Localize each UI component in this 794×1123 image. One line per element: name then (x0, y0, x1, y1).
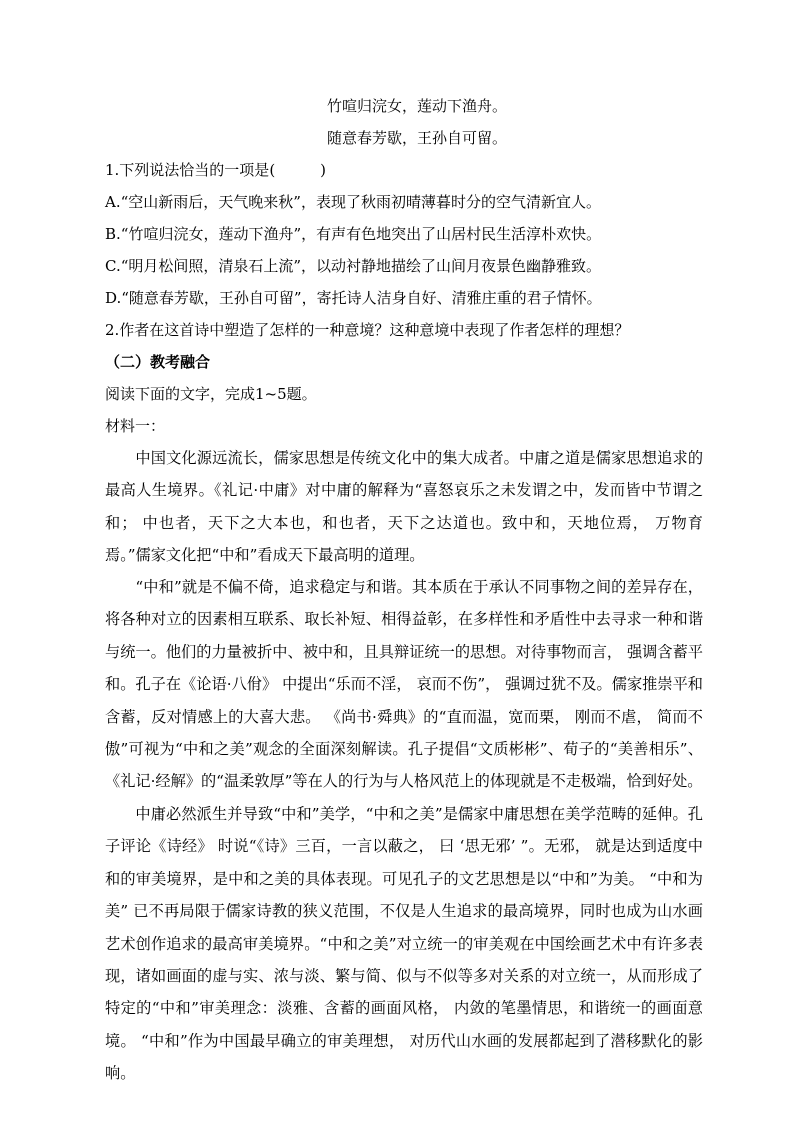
section-heading: （二）教考融合 (105, 353, 211, 371)
material-label: 材料一： (105, 417, 166, 435)
question-2: 2.作者在这首诗中塑造了怎样的一种意境？这种意境中表现了作者怎样的理想？ (105, 321, 630, 339)
section-instruction: 阅读下面的文字，完成1~5题。 (105, 385, 317, 403)
paragraph-2: “中和”就是不偏不倚，追求稳定与和谐。其本质在于承认不同事物之间的差异存在，将各种对立的因素相互联系、取长补短、相得益彰，在多样性和矛盾性中去寻求一种和谐与统一。他们的力量被折中、被中和，且具辩证统一的思想。对待事物而言， 强调含蓄平和。孔子在《论语·八佾》 中提出“乐而不淫， 哀而不伤”， 强调过犹不及。儒家推崇平和含蓄，反对情感上的大喜大悲。 《尚书·舜典》的“直而温，宽而栗， 刚而不虐， 简而不傲”可视为“中和之美”观念的全面深刻解读。孔子提倡“文质彬彬”、荀子的“美善相乐”、 《礼记·经解》的“温柔敦厚”等在人的行为与人格风范上的体现就是不走极端，恰到好处。 (105, 578, 703, 791)
poem-line-1: 竹喧归浣女，莲动下渔舟。 (327, 97, 508, 115)
question-1-option-b: B.“竹喧归浣女，莲动下渔舟”，有声有色地突出了山居村民生活淳朴欢快。 (105, 225, 602, 243)
poem-line-2: 随意春芳歇，王孙自可留。 (327, 129, 508, 147)
question-1-option-c: C.“明月松间照，清泉石上流”，以动衬静地描绘了山间月夜景色幽静雅致。 (105, 257, 602, 275)
question-1-stem: 1.下列说法恰当的一项是( ) (105, 161, 327, 179)
question-1-option-d: D.“随意春芳歇，王孙自可留”，寄托诗人洁身自好、清雅庄重的君子情怀。 (105, 289, 602, 307)
paragraph-3: 中庸必然派生并导致“中和”美学，“中和之美”是儒家中庸思想在美学范畴的延伸。孔子评论《诗经》 时说“《诗》三百，一言以蔽之， 曰 ‘思无邪’ ”。无邪， 就是达到适度中和的审美境界，是中和之美的具体表现。可见孔子的文艺思想是以“中和”为美。 “中和为美” 已不再局限于儒家诗教的狭义范围，不仅是人生追求的最高境界，同时也成为山水画艺术创作追求的最高审美境界。“中和之美”对立统一的审美观在中国绘画艺术中有许多表现，诸如画面的虚与实、浓与淡、繁与简、似与不似等多对关系的对立统一，从而形成了特定的“中和”审美理念：淡雅、含蓄的画面风格， 内敛的笔墨情思，和谐统一的画面意境。 “中和”作为中国最早确立的审美理想， 对历代山水画的发展都起到了潜移默化的影响。 (105, 805, 703, 1083)
question-1-option-a: A.“空山新雨后，天气晚来秋”，表现了秋雨初晴薄暮时分的空气清新宜人。 (105, 193, 601, 211)
paragraph-1: 中国文化源远流长，儒家思想是传统文化中的集大成者。中庸之道是儒家思想追求的最高人生境界。《礼记·中庸》对中庸的解释为“喜怒哀乐之未发谓之中，发而皆中节谓之和； 中也者，天下之大本也，和也者，天下之达道也。致中和，天地位焉， 万物育焉。”儒家文化把“中和”看成天下最高明的道理。 (105, 449, 703, 565)
